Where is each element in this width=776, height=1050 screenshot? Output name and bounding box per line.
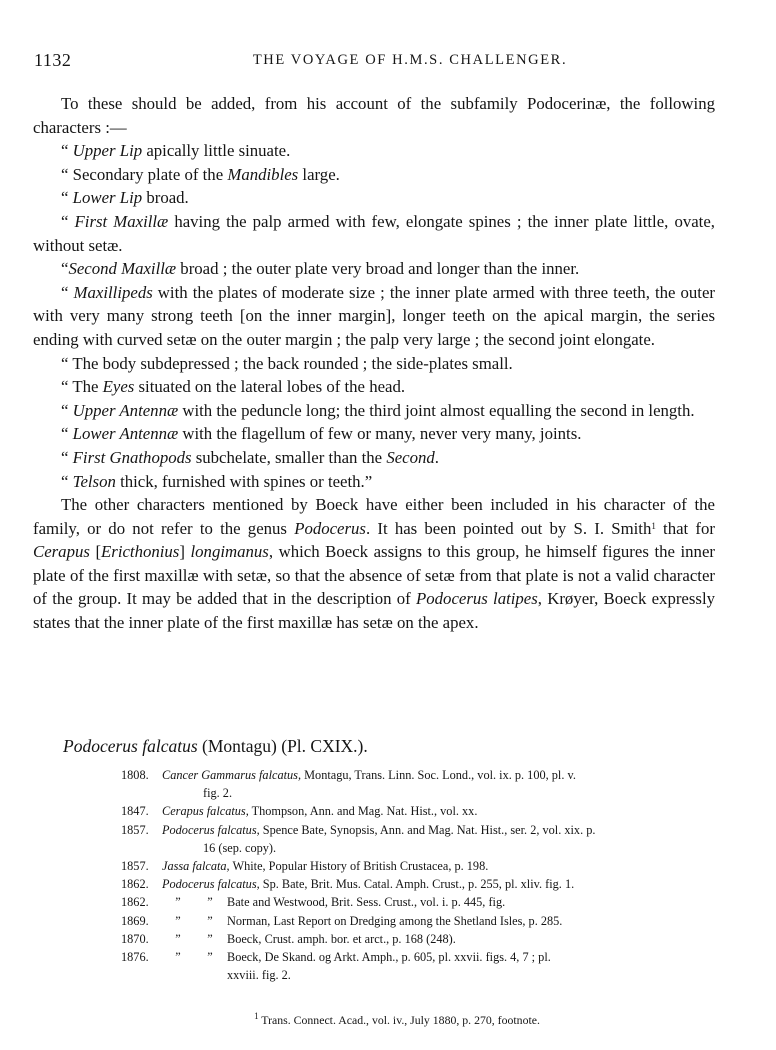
reference-entry: 1862. Podocerus falcatus, Sp. Bate, Brit. Mus. Catal. Amph. Crust., p. 255, pl. xliv. fig. 1.: [121, 877, 575, 892]
species-heading: [63, 736, 368, 757]
synonymy-list: [121, 766, 717, 984]
reference-entry: 1876. ” ” Boeck, De Skand. og Arkt. Amph., p. 605, pl. xxvii. figs. 4, 7 ; pl. xxviii. fig. 2.: [121, 948, 717, 984]
species-name: Podocerus falcatus: [63, 736, 198, 756]
character-line: “ The body subdepressed ; the back rounded ; the side-plates small.: [61, 353, 513, 373]
character-line: “ Maxillipeds with the plates of moderate size ; the inner plate armed with three teeth, the outer with very many strong teeth [on the inner margin], longer teeth on the apical margin, the series ending with curved setæ on the outer margin ; the palp very large ; the second joint elongate.: [33, 282, 715, 349]
discussion-paragraph: The other characters mentioned by Boeck have either been included in his character of the family, or do not refer to the genus Podocerus. It has been pointed out by S. I. Smith$^1$ that for Cerapus [Ericthonius] longimanus, which Boeck assigns to this group, he himself figures the inner plate of the first maxillæ with setæ, so that the absence of setæ from that plate is not a valid character of the group. It may be added that in the description of Podocerus latipes, Krøyer, Boeck expressly states that the inner plate of the first maxillæ has setæ on the apex.: [33, 495, 715, 633]
reference-entry: 1870. ” ” Boeck, Crust. amph. bor. et arct., p. 168 (248).: [121, 930, 717, 948]
reference-entry: 1862. ” ” Bate and Westwood, Brit. Sess. Crust., vol. i. p. 445, fig.: [121, 893, 717, 911]
page-header: [34, 50, 746, 74]
intro-paragraph: To these should be added, from his account of the subfamily Podocerinæ, the following characters :—: [33, 94, 715, 137]
reference-entry: 1847. Cerapus falcatus, Thompson, Ann. and Mag. Nat. Hist., vol. xx.: [121, 804, 478, 819]
footnote-number: 1: [254, 1011, 259, 1021]
character-line: “ Secondary plate of the Mandibles large.: [61, 164, 340, 184]
page-number: 1132: [34, 50, 72, 70]
species-authority: (Montagu) (Pl. CXIX.).: [197, 736, 368, 756]
ditto-marks: ” ”: [175, 950, 213, 965]
character-line: “ Upper Lip apically little sinuate.: [61, 141, 291, 161]
reference-entry: 1808. Cancer Gammarus falcatus, Montagu, Trans. Linn. Soc. Lond., vol. ix. p. 100, pl. v. fig. 2.: [121, 768, 576, 801]
reference-entry: 1857. Jassa falcata, White, Popular History of British Crustacea, p. 198.: [121, 859, 489, 874]
character-line: “ First Maxillæ having the palp armed with few, elongate spines ; the inner plate little, ovate, without setæ.: [33, 211, 715, 255]
character-line: “Second Maxillæ broad ; the outer plate very broad and longer than the inner.: [61, 259, 580, 279]
footnote-marker: 1: [651, 520, 656, 531]
character-line: “ Lower Lip broad.: [61, 188, 189, 208]
ditto-marks: ” ”: [175, 931, 213, 946]
body-text: [33, 92, 715, 635]
character-line: “ Telson thick, furnished with spines or teeth.”: [61, 471, 373, 491]
character-line: “ First Gnathopods subchelate, smaller than the Second.: [61, 447, 439, 467]
reference-entry: 1857. Podocerus falcatus, Spence Bate, Synopsis, Ann. and Mag. Nat. Hist., ser. 2, vol. xix. p. 16 (sep. copy).: [121, 822, 596, 855]
footnote: $^1$ Trans. Connect. Acad., vol. iv., July 1880, p. 270, footnote.: [254, 1011, 540, 1027]
character-line: “ Lower Antennæ with the flagellum of few or many, never very many, joints.: [61, 424, 582, 444]
reference-entry: 1869. ” ” Norman, Last Report on Dredging among the Shetland Isles, p. 285.: [121, 912, 717, 930]
character-line: “ The Eyes situated on the lateral lobes of the head.: [61, 377, 406, 397]
ditto-marks: ” ”: [175, 913, 213, 928]
ditto-marks: ” ”: [175, 895, 213, 910]
running-title: THE VOYAGE OF H.M.S. CHALLENGER.: [252, 52, 568, 68]
character-line: “ Upper Antennæ with the peduncle long; the third joint almost equalling the second in length.: [61, 400, 695, 420]
